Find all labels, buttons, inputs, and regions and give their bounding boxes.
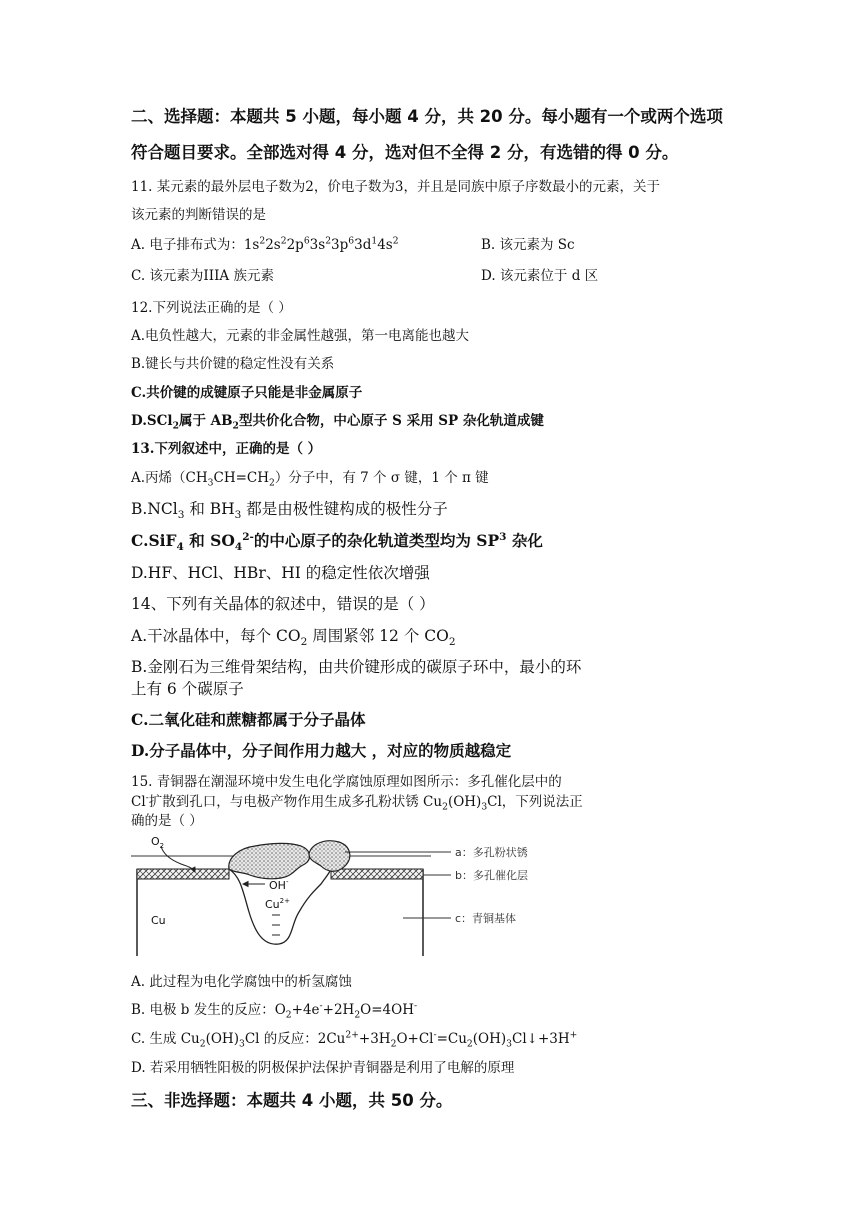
q11-option-d: D. 该元素位于 d 区 (481, 268, 599, 284)
label-b: b：多孔催化层 (455, 869, 528, 882)
q13-option-a: A.丙烯$(CH_3CH=CH_2)$分子中，有 7 个 σ 键，1 个 π 键 (131, 470, 489, 489)
q13-option-d: D.HF、HCl、HBr、HI 的稳定性依次增强 (131, 564, 430, 582)
powdery-rust-right (309, 841, 350, 872)
q13-option-c: C.SiF$_4$ 和 $SO_4^{2-}$的中心原子的杂化轨道类型均为 $SP^3$ 杂化 (131, 530, 543, 554)
q14-option-b-line1: B.金刚石为三维骨架结构，由共价键形成的碳原子环中，最小的环 (131, 658, 582, 676)
q11-option-a-prefix: A. 电子排布式为： (131, 237, 244, 253)
q12-option-b: B.键长与共价键的稳定性没有关系 (131, 356, 335, 372)
section-2-heading-line1: 二、选择题：本题共 5 小题，每小题 4 分，共 20 分。每小题有一个或两个选项 (131, 107, 723, 126)
cu2plus-label: $Cu^{2+}$ (265, 897, 290, 911)
o2-label: $O_2$ (151, 835, 165, 850)
catalytic-layer-left (137, 869, 229, 879)
q12-option-d: D.SCl$_2$属于 $AB_2$型共价化合物，中心原子 S 采用 SP 杂化轨道成键 (131, 413, 544, 432)
q13-stem: 13.下列叙述中，正确的是（ ） (131, 441, 322, 457)
q12-option-a: A.电负性越大，元素的非金属性越强，第一电离能也越大 (131, 328, 470, 344)
q14-option-b-line2: 上有 6 个碳原子 (131, 680, 244, 698)
q14-option-d: D.分子晶体中，分子间作用力越大 ，对应的物质越稳定 (131, 741, 512, 760)
q11-electron-config: $1s^22s^22p^63s^23p^63d^14s^2$ (243, 235, 399, 253)
catalytic-layer-right (331, 869, 423, 879)
q12-option-c: C.共价键的成键原子只能是非金属原子 (131, 385, 363, 401)
section-2-heading-line2: 符合题目要求。全部选对得 4 分，选对但不全得 2 分，有选错的得 0 分。 (131, 143, 679, 162)
q14-stem: 14、下列有关晶体的叙述中，错误的是（ ） (131, 595, 435, 613)
q15-stem-line2: Cl-扩散到孔口，与电极产物作用生成多孔粉状锈 $Cu_2(OH)_3Cl$，下列说法正 (131, 792, 583, 813)
q15-stem-line3: 确的是（ ） (131, 813, 203, 829)
q14-option-a: A.干冰晶体中，每个 $CO_2$ 周围紧邻 12 个 $CO_2$ (131, 627, 456, 649)
label-c: c：青铜基体 (455, 912, 517, 925)
q11-stem-line1: 11. 某元素的最外层电子数为2，价电子数为3，并且是同族中原子序数最小的元素，关于 (131, 179, 660, 195)
corrosion-diagram (131, 832, 591, 960)
q11-stem-line2: 该元素的判断错误的是 (131, 207, 266, 223)
q15-option-b: B. 电极 b 发生的反应：$O_2+4e^-+2H_2O=4OH^-$ (131, 1000, 418, 1021)
q14-option-c: C.二氧化硅和蔗糖都属于分子晶体 (131, 710, 366, 729)
oxygen-arrow (161, 846, 195, 872)
label-a: a：多孔粉状锈 (455, 846, 528, 859)
copper-label: Cu (151, 914, 166, 927)
section-3-heading: 三、非选择题：本题共 4 小题，共 50 分。 (131, 1091, 453, 1110)
q15-option-d: D. 若采用牺牲阳极的阴极保护法保护青铜器是利用了电解的原理 (131, 1060, 515, 1076)
q12-stem: 12.下列说法正确的是（ ） (131, 300, 292, 316)
q15-option-a: A. 此过程为电化学腐蚀中的析氢腐蚀 (131, 974, 352, 990)
q11-option-c: C. 该元素为IIIA 族元素 (131, 268, 274, 284)
leader-lines (345, 852, 451, 918)
q11-option-a (131, 233, 399, 253)
oh-label: OH- (269, 878, 289, 892)
q15-stem-line1: 15. 青铜器在潮湿环境中发生电化学腐蚀原理如图所示：多孔催化层中的 (131, 774, 562, 790)
q13-option-b: B.NCl$_3$ 和 $BH_3$ 都是由极性键构成的极性分子 (131, 500, 448, 522)
q15-option-c: C. 生成 $Cu_2(OH)_3Cl$ 的反应：$2Cu^{2+}+3H_2O+Cl^-=Cu_2(OH)_3Cl↓+3H^+$ (131, 1029, 578, 1050)
q11-option-b: B. 该元素为 Sc (481, 237, 575, 253)
